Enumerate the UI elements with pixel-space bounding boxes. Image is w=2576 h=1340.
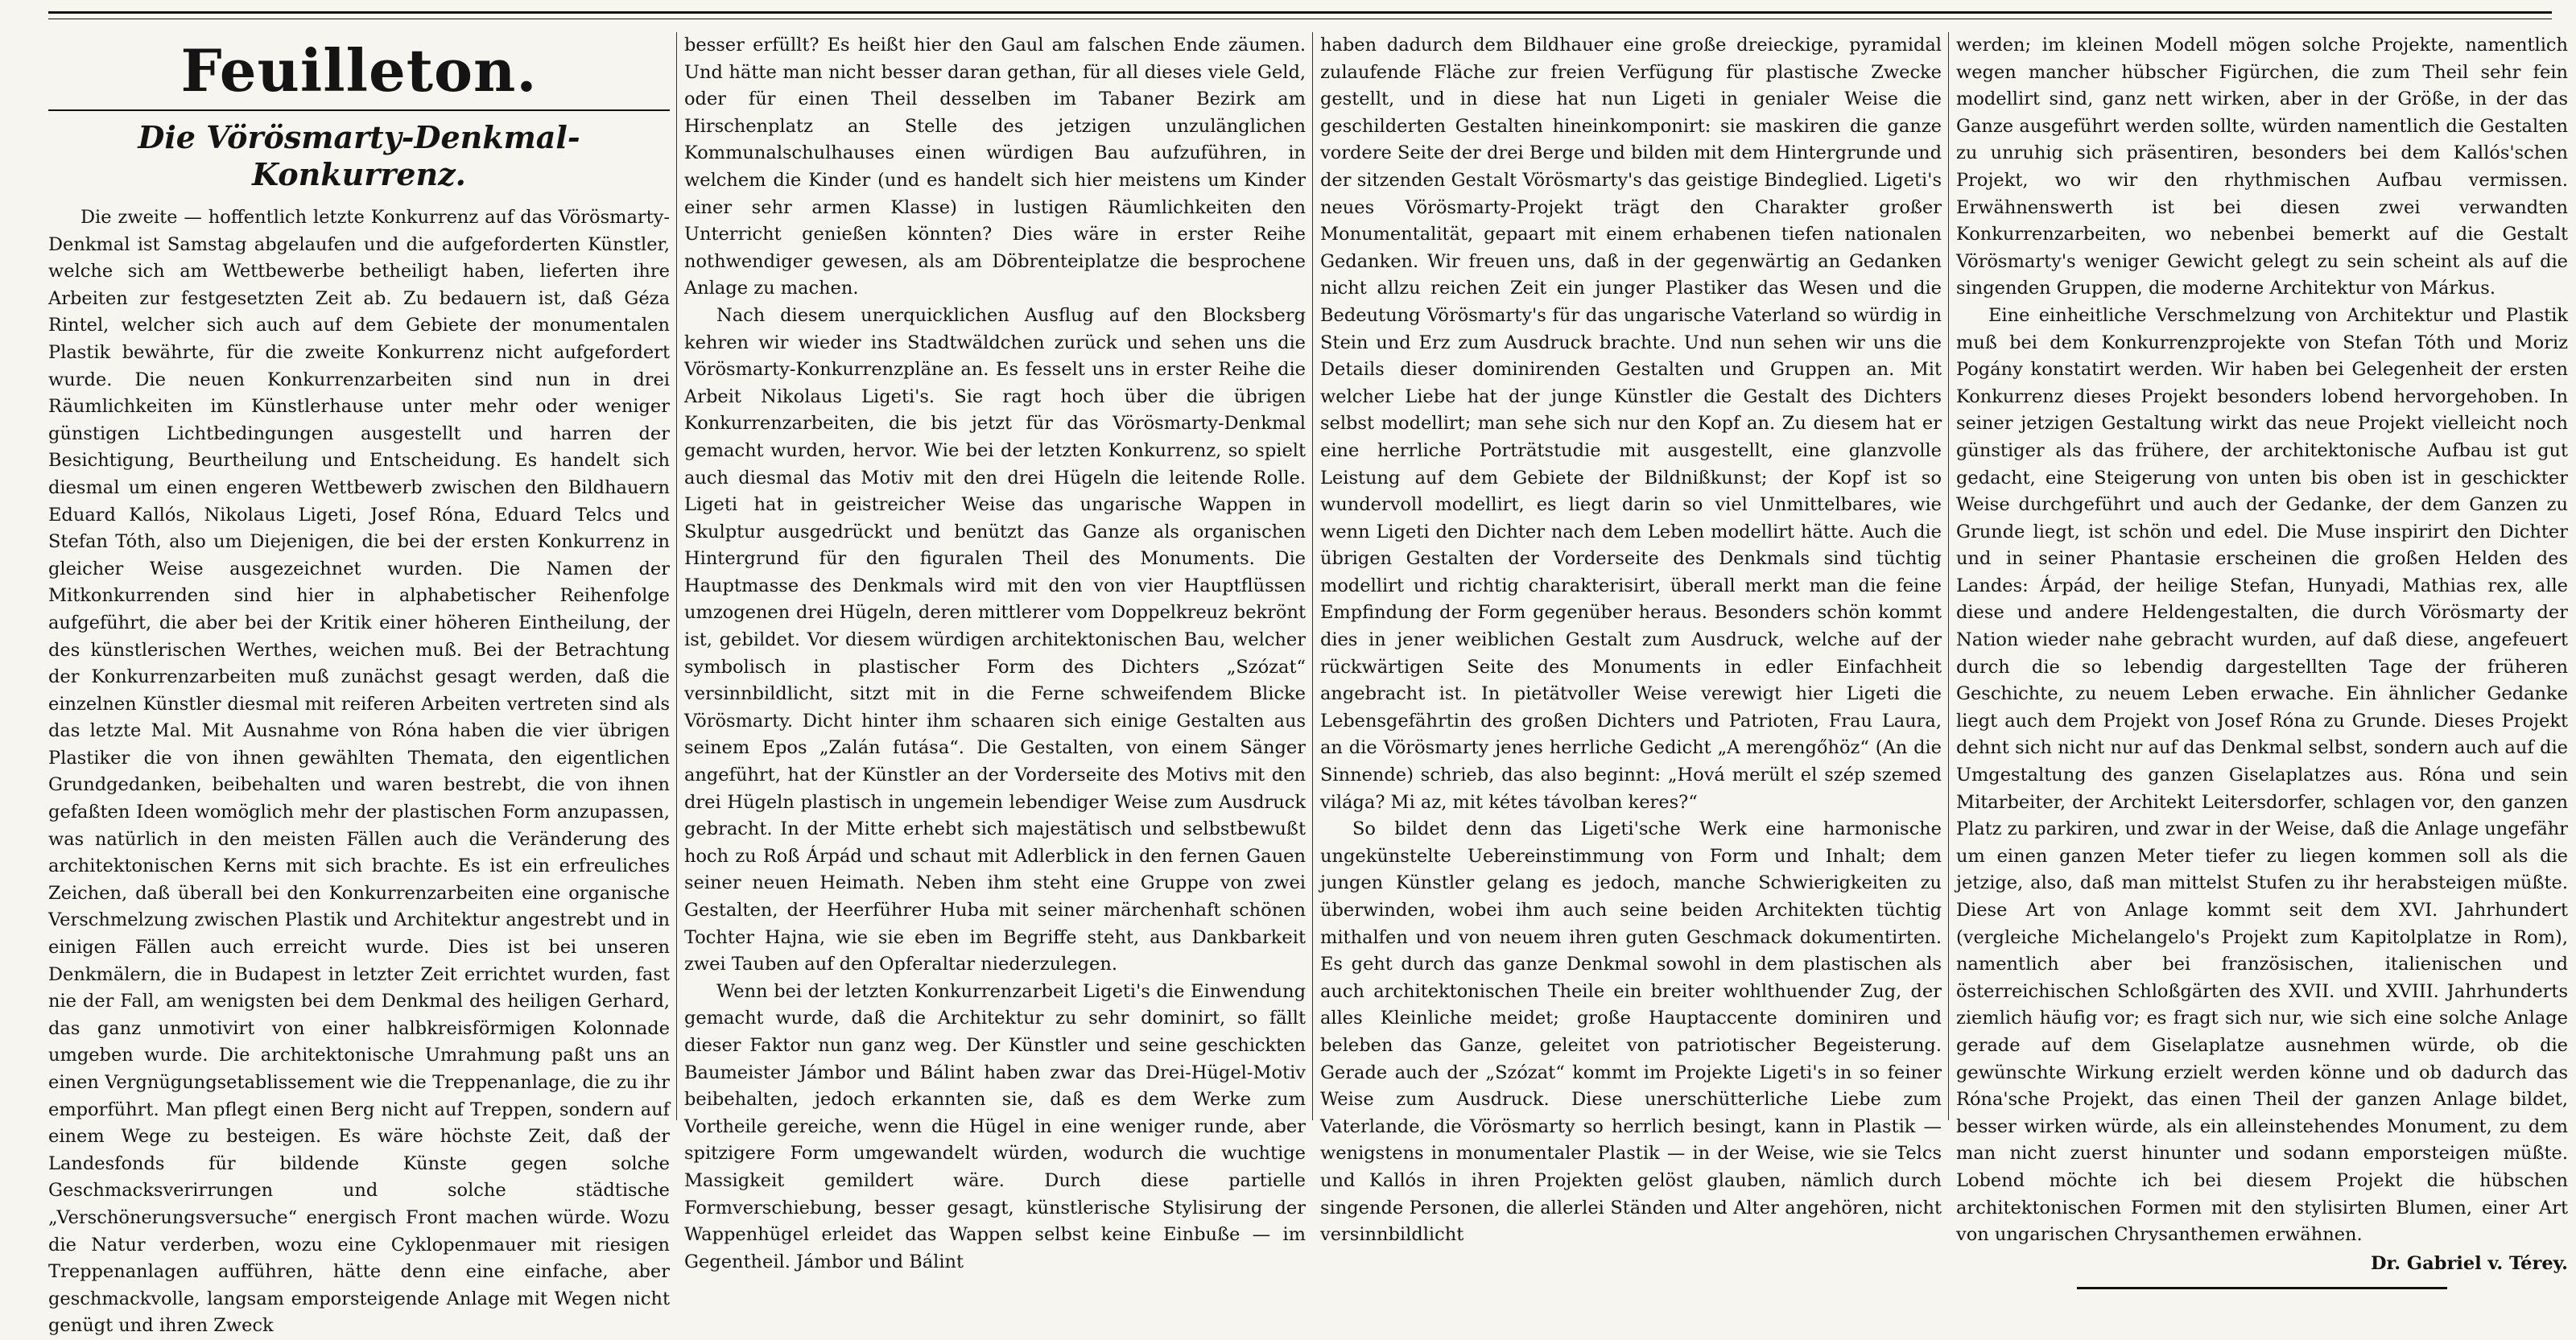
top-rule (48, 11, 2552, 19)
author-signature: Dr. Gabriel v. Térey. (2370, 1252, 2568, 1274)
article-title: Die Vörösmarty-Denkmal-Konkurrenz. (48, 109, 670, 193)
column-1 (48, 32, 670, 1337)
section-title: Feuilleton. (180, 36, 538, 105)
paragraph: Die zweite — hoffentlich letzte Konkurrenz auf das Vörösmarty-Denkmal ist Samstag abgelaufen und die aufgeforderten Künstler, welche sich am Wettbewerbe betheiligt haben, lieferten ihre Arbeiten zur festgesetzten Zeit ab. Zu bedauern ist, daß Géza Rintel, welcher sich auch auf dem Gebiete der monumentalen Plastik bewährte, für die zweite Konkurrenz nicht aufgefordert wurde. Die neuen Konkurrenzarbeiten sind nun in drei Räumlichkeiten im Künstlerhause unter mehr oder weniger günstigen Lichtbedingungen ausgestellt und harren der Besichtigung, Beurtheilung und Entscheidung. Es handelt sich diesmal um einen engeren Wettbewerb zwischen den Bildhauern Eduard Kallós, Nikolaus Ligeti, Josef Róna, Eduard Telcs und Stefan Tóth, also um Diejenigen, die bei der ersten Konkurrenz in gleicher Weise ausgezeichnet wurden. Die Namen der Mitkonkurrenden sind hier in alphabetischer Reihenfolge aufgeführt, die aber bei der Kritik einer höheren Eintheilung, der des künstlerischen Werthes, weichen muß. Bei der Betrachtung der Konkurrenzarbeiten muß zunächst gesagt werden, daß die einzelnen Künstler diesmal mit reiferen Arbeiten vertreten sind als das letzte Mal. Mit Ausnahme von Róna haben die vier übrigen Plastiker die von ihnen gewählten Themata, den eigentlichen Grundgedanken, beibehalten und waren bestrebt, die von ihnen gefaßten Ideen womöglich mehr der plastischen Form anzupassen, was natürlich in den meisten Fällen auch die Veränderung des architektonischen Kerns mit sich brachte. Es ist ein erfreuliches Zeichen, daß überall bei den Konkurrenzarbeiten eine organische Verschmelzung zwischen Plastik und Architektur angestrebt und in einigen Fällen auch erreicht wurde. Dies ist bei unseren Denkmälern, die in Budapest in letzter Zeit errichtet wurden, fast nie der Fall, am wenigsten bei dem Denkmal des heiligen Gerhard, das ganz unmotivirt von einer halbkreisförmigen Kolonnade umgeben wurde. Die architektonische Umrahmung paßt uns an einen Vergnügungsetablissement wie die Treppenanlage, die zu ihr emporführt. Man pflegt einen Berg nicht auf Treppen, sondern auf einem Wege zu besteigen. Es wäre höchste Zeit, daß der Landesfonds für bildende Künste gegen solche Geschmacksverirrungen und solche städtische „Verschönerungsversuche“ energisch Front machen würde. Wozu die Natur verderben, wozu eine Cyklopenmauer mit riesigen Treppenanlagen aufführen, hätte denn eine einfache, aber geschmackvolle, langsam emporsteigende Anlage mit Wegen nicht genügt und ihren Zweck (48, 207, 670, 1337)
column-separator (1948, 32, 1949, 1120)
paragraph: Wenn bei der letzten Konkurrenzarbeit Ligeti's die Einwendung gemacht wurde, daß die Architektur zu sehr dominirt, so fällt dieser Faktor nun ganz weg. Der Künstler und seine geschickten Baumeister Jámbor und Bálint haben zwar das Drei-Hügel-Motiv beibehalten, jedoch erkannten sie, daß es dem Werke zum Vortheile gereiche, wenn die Hügel in eine weniger runde, aber spitzigere Form umgewandelt würden, wodurch die wuchtige Massigkeit gemildert wäre. Durch diese partielle Formverschiebung, besser gesagt, künstlerische Stylisirung der Wappenhügel erleidet das Wappen selbst keine Einbuße — im Gegentheil. Jámbor und Bálint (684, 980, 1306, 1272)
column-2 (684, 32, 1306, 1272)
end-rule (2077, 1287, 2447, 1289)
column-3 (1320, 32, 1942, 1246)
paragraph: haben dadurch dem Bildhauer eine große dreieckige, pyramidal zulaufende Fläche zur freien Verfügung für plastische Zwecke gestellt, und in diese hat nun Ligeti in genialer Weise die geschilderten Gestalten hineinkomponirt: sie maskiren die ganze vordere Seite der drei Berge und bilden mit dem Hintergrunde und der sitzenden Gestalt Vörösmarty's das geistige Bindeglied. Ligeti's neues Vörösmarty-Projekt trägt den Charakter großer Monumentalität, gepaart mit einem erhabenen tiefen nationalen Gedanken. Wir freuen uns, daß in der gegenwärtig an Gedanken nicht allzu reichen Zeit ein junger Plastiker das Wesen und die Bedeutung Vörösmarty's für das ungarische Vaterland so würdig in Stein und Erz zum Ausdruck brachte. Und nun sehen wir uns die Details dieser dominirenden Gestalten und Gruppen an. Mit welcher Liebe hat der junge Künstler die Gestalt des Dichters selbst modellirt; man sehe sich nur den Kopf an. Zu diesem hat er eine herrliche Porträtstudie mit ausgestellt, eine glanzvolle Leistung auf dem Gebiete der Bildnißkunst; der Kopf ist so wundervoll modellirt, es liegt darin so viel Unmittelbares, wie wenn Ligeti den Dichter nach dem Leben modellirt hätte. Auch die übrigen Gestalten der Vorderseite des Denkmals sind tüchtig modellirt und richtig charakterisirt, überall merkt man die feine Empfindung der Form gegenüber heraus. Besonders schön kommt dies in jener weiblichen Gestalt zum Ausdruck, welche auf der rückwärtigen Seite des Monuments in edler Einfachheit angebracht ist. In pietätvoller Weise verewigt hier Ligeti die Lebensgefährtin des großen Dichters und Patrioten, Frau Laura, an die Vörösmarty jenes herrliche Gedicht „A merengőhöz“ (An die Sinnende) schrieb, das also beginnt: „Hová merült el szép szemed világa? Mi az, mit kétes távolban keres?“ (1320, 35, 1942, 813)
column-separator (1312, 32, 1313, 1120)
paragraph: werden; im kleinen Modell mögen solche Projekte, namentlich wegen mancher hübscher Figürchen, die zum Theil sehr fein modellirt sind, ganz nett wirken, aber in der Größe, in der das Ganze ausgeführt werden sollte, würden namentlich die Gestalten zu unruhig sich präsentiren, besonders bei dem Kallós'schen Projekt, wo wir den rhythmischen Aufbau vermissen. Erwähnenswerth ist bei diesen zwei verwandten Konkurrenzarbeiten, wo nebenbei bemerkt auf die Gestalt Vörösmarty's weniger Gewicht gelegt zu sein scheint als auf die singenden Gruppen, die moderne Architektur von Márkus. (1956, 35, 2568, 299)
paragraph: So bildet denn das Ligeti'sche Werk eine harmonische ungekünstelte Uebereinstimmung von Form und Inhalt; dem jungen Künstler gelang es jedoch, manche Schwierigkeiten zu überwinden, wobei ihm auch seine beiden Architekten tüchtig mithalfen und von neuem ihren guten Geschmack dokumentirten. Es geht durch das ganze Denkmal sowohl in dem plastischen als auch architektonischen Theile ein breiter wohlthuender Zug, der alles Kleinliche meidet; große Hauptaccente dominiren und beleben das Ganze, geleitet von patriotischer Begeisterung. Gerade auch der „Szózat“ kommt im Projekte Ligeti's in so feiner Weise zum Ausdruck. Diese unerschütterliche Liebe zum Vaterlande, die Vörösmarty so herrlich besingt, kann in Plastik — wenigstens in monumentaler Plastik — in der Weise, wie sie Telcs und Kallós in ihren Projekten gelöst glauben, nämlich durch singende Personen, die allerlei Ständen und Alter angehören, nicht versinnbildlicht (1320, 818, 1942, 1246)
column-4 (1956, 32, 2568, 1274)
paragraph: besser erfüllt? Es heißt hier den Gaul am falschen Ende zäumen. Und hätte man nicht besser daran gethan, für all dieses viele Geld, oder für einen Theil desselben im Tabaner Bezirk am Hirschenplatz an Stelle des jetzigen unzulänglichen Kommunalschulhauses einen würdigen Bau aufzuführen, in welchem die Kinder (und es handelt sich hier meistens um Kinder einer sehr armen Klasse) in lustigen Räumlichkeiten den Unterricht genießen könnten? Dies wäre in erster Reihe nothwendiger gewesen, als am Döbrenteiplatze die besprochene Anlage zu machen. (684, 35, 1306, 299)
paragraph: Nach diesem unerquicklichen Ausflug auf den Blocksberg kehren wir wieder ins Stadtwäldchen zurück und sehen uns die Vörösmarty-Konkurrenzpläne an. Es fesselt uns in erster Reihe die Arbeit Nikolaus Ligeti's. Sie ragt hoch über die übrigen Konkurrenzarbeiten, die bis jetzt für das Vörösmarty-Denkmal gemacht wurden, hervor. Wie bei der letzten Konkurrenz, so spielt auch diesmal das Motiv mit den drei Hügeln die leitende Rolle. Ligeti hat in geistreicher Weise das ungarische Wappen in Skulptur ausgedrückt und benützt das Ganze als organischen Hintergrund für den figuralen Theil des Monuments. Die Hauptmasse des Denkmals wird mit den von vier Hauptflüssen umzogenen drei Hügeln, deren mittlerer vom Doppelkreuz bekrönt ist, gebildet. Vor diesem würdigen architektonischen Bau, welcher symbolisch in plastischer Form des Dichters „Szózat“ versinnbildlicht, sitzt mit in die Ferne schweifendem Blicke Vörösmarty. Dicht hinter ihm schaaren sich einige Gestalten aus seinem Epos „Zalán futása“. Die Gestalten, von einem Sänger angeführt, hat der Künstler an der Vorderseite des Motivs mit den drei Hügeln plastisch in ungemein lebendiger Weise zum Ausdruck gebracht. In der Mitte erhebt sich majestätisch und selbstbewußt hoch zu Roß Árpád und schaut mit Adlerblick in den fernen Gauen seiner neuen Heimath. Neben ihm steht eine Gruppe von zwei Gestalten, der Heerführer Huba mit seiner märchenhaft schönen Tochter Hajna, wie sie eben im Begriffe steht, aus Dankbarkeit zwei Tauben auf den Opferaltar niederzulegen. (684, 304, 1306, 975)
column-separator (676, 32, 677, 1120)
paragraph: Eine einheitliche Verschmelzung von Architektur und Plastik muß bei dem Konkurrenzprojekte von Stefan Tóth und Moriz Pogány konstatirt werden. Wir haben bei Gelegenheit der ersten Konkurrenz dieses Projekt besonders lobend hervorgehoben. In seiner jetzigen Gestaltung wirkt das neue Projekt vielleicht noch günstiger als das frühere, der architektonische Aufbau ist gut gedacht, eine Steigerung von unten bis oben ist in geschickter Weise durchgeführt und auch der Gedanke, der dem Ganzen zu Grunde liegt, ist schön und edel. Die Muse inspirirt den Dichter und in seiner Phantasie erscheinen die großen Helden des Landes: Árpád, der heilige Stefan, Hunyadi, Mathias rex, alle diese und andere Heldengestalten, die durch Vörösmarty der Nation wieder nahe gebracht wurden, auf daß diese, angefeuert durch die so lebendig dargestellten Tage der früheren Geschichte, zu neuem Leben erwache. Ein ähnlicher Gedanke liegt auch dem Projekt von Josef Róna zu Grunde. Dieses Projekt dehnt sich nicht nur auf das Denkmal selbst, sondern auch auf die Umgestaltung des ganzen Giselaplatzes aus. Róna und sein Mitarbeiter, der Architekt Leitersdorfer, schlagen vor, den ganzen Platz zu parkiren, und zwar in der Weise, daß die Anlage ungefähr um einen ganzen Meter tiefer zu liegen kommen soll als die jetzige, also, daß man mittelst Stufen zu ihr herabsteigen müßte. Diese Art von Anlage kommt seit dem XVI. Jahrhundert (vergleiche Michelangelo's Projekt zum Kapitolplatze in Rom), namentlich aber bei französischen, italienischen und österreichischen Schloßgärten des XVII. und XVIII. Jahrhunderts ziemlich häufig vor; es fragt sich nur, wie sich eine solche Anlage gerade auf dem Giselaplatze ausnehmen würde, ob die gewünschte Wirkung erzielt werden könne und ob dadurch das Róna'sche Projekt, das einen Theil der ganzen Anlage bildet, besser wirken würde, als ein alleinstehendes Monument, zu dem man nicht zuerst hinunter und sodann emporsteigen müßte. Lobend möchte ich bei diesem Projekt die hübschen architektonischen Formen mit den stylisirten Blumen, einer Art von ungarischen Chrysanthemen erwähnen. (1956, 304, 2568, 1246)
